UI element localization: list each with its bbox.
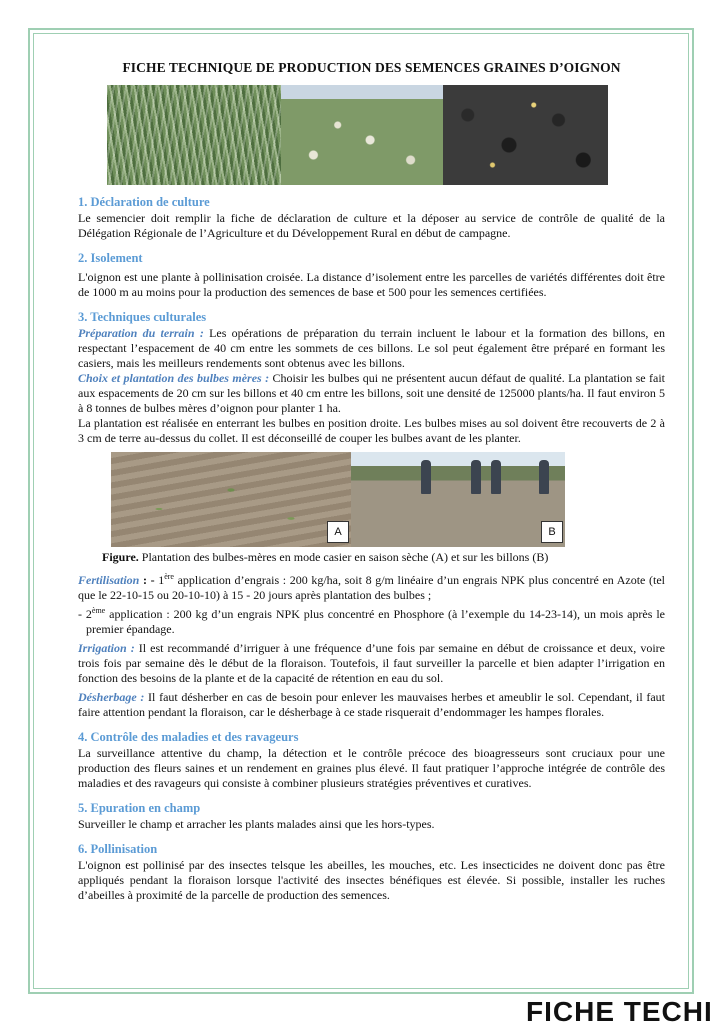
figure-b-person [421,460,431,494]
onion-field-photo [107,85,281,185]
fert-1-text: application d’engrais : 200 kg/ha, soit 8 g/m linéaire d’un engrais NPK plus concentré en Azote (tel que le 22-10-15 ou 20-10-10) à 15 - 20 jours après plantation des bulbes ; [78,573,665,602]
document-body [78,60,665,903]
fertilisation-lead: Fertilisation [78,573,140,587]
irrigation-paragraph [78,641,665,686]
figure-a-label: A [327,521,349,543]
section-5-text: Surveiller le champ et arracher les plants malades ainsi que les hors-types. [78,817,435,831]
onion-flowers-photo [281,85,443,185]
document-title: FICHE TECHNIQUE DE PRODUCTION DES SEMENCES GRAINES D’OIGNON [122,60,621,75]
section-1-heading: 1. Déclaration de culture [78,195,210,209]
caption-bold: Figure. [102,550,139,564]
section-4-heading: 4. Contrôle des maladies et des ravageurs [78,730,299,744]
figure-b-person [471,460,481,494]
preparation-lead: Préparation du terrain : [78,326,204,340]
fertilisation-paragraph [78,569,665,603]
figure-b-label: B [541,521,563,543]
fert-1-num: 1 [158,573,165,587]
fert-2-num: - 2 [78,607,92,621]
desherbage-text: Il faut désherber en cas de besoin pour enlever les mauvaises herbes et ameublir le sol. Cependant, il faut faire attention pendant la floraison, car le désherbage à ce stade risquerait d’endommager les hampes florales. [78,690,665,719]
fert-1-sup: ère [164,572,174,581]
fertilisation-colon: : - [139,573,159,587]
desherbage-lead: Désherbage : [78,690,145,704]
caption-text: Plantation des bulbes-mères en mode casier en saison sèche (A) et sur les billons (B) [138,550,549,564]
preparation-paragraph [78,326,665,371]
header-photo-strip [107,85,665,185]
section-3-heading: 3. Techniques culturales [78,310,207,324]
preparation-text: Les opérations de préparation du terrain incluent le labour et la formation des billons, en respectant l’espacement de 40 cm entre les sommets de ces billons. Le sol peut également être préparé en formant les casiers, mais les meilleurs rendements sont obtenus avec les billons. [78,326,665,370]
figure-b-person [539,460,549,494]
figure-b-photo [351,452,565,547]
onion-seeds-photo [443,85,608,185]
figure-a-photo [111,452,351,547]
irrigation-text: Il est recommandé d’irriguer à une fréquence d’une fois par semaine en début de croissance et deux, voire trois fois par semaine dès le début de la floraison. Toutefois, il faut surveiller la parcelle et bien adapter l’irrigation en fonction des besoins de la plante et de la capacité de rétention en eau du sol. [78,641,665,685]
next-page-title-fragment: FICHE TECHI [526,996,713,1027]
section-4-text: La surveillance attentive du champ, la détection et le contrôle précoce des bioagresseurs sont cruciaux pour une production des fleurs saines et un rendement en graines plus élevé. Il faut pratiquer l’approche intégrée de contrôle des maladies et des ravageurs qui consiste à combiner plusieurs stratégies préventives et curatives. [78,746,665,790]
figure-caption [102,550,665,565]
figure-b-person [491,460,501,494]
fertilisation-second [78,603,665,637]
section-6-text: L'oignon est pollinisé par des insectes telsque les abeilles, les mouches, etc. Les insecticides ne doivent donc pas être appliqués pendant la floraison lorsque l'activité des insectes bénéfiques est élevée. Si possible, installer les ruches d’abeilles à proximité de la parcelle de production des semences. [78,858,665,902]
section-5-heading: 5. Epuration en champ [78,801,201,815]
section-1-text: Le semencier doit remplir la fiche de déclaration de culture et la déposer au service de contrôle de qualité de la Délégation Régionale de l’Agriculture et du Développement Rural en début de campagne. [78,211,665,240]
fert-2-text: application : 200 kg d’un engrais NPK plus concentré en Phosphore (à l’exemple du 14-23-14), un mois après le premier épandage. [86,607,665,636]
irrigation-lead: Irrigation : [78,641,135,655]
fert-2-sup: ème [91,606,106,615]
plantation-figure [111,452,665,547]
choix-paragraph [78,371,665,416]
choix-lead: Choix et plantation des bulbes mères : [78,371,270,385]
plantation-paragraph: La plantation est réalisée en enterrant les bulbes en position droite. Les bulbes mises au sol doivent être recouverts de 2 à 3 cm de terre au-dessus du collet. Il est déconseillé de couper les bulbes avant de les planter. [78,416,665,445]
section-6-heading: 6. Pollinisation [78,842,158,856]
section-2-text: L'oignon est une plante à pollinisation croisée. La distance d’isolement entre les parcelles de variétés différentes doit être de 1000 m au moins pour la production des semences de base et 500 pour les semences certifiées. [78,270,665,299]
choix-text: Choisir les bulbes qui ne présentent aucun défaut de qualité. La plantation se fait aux espacements de 20 cm sur les billons et 40 cm entre les billons, soit une densité de 125000 plants/ha. Il faut environ 5 à 8 tonnes de bulbes mères d’oignon pour planter 1 ha. [78,371,665,415]
section-2-heading: 2. Isolement [78,251,143,265]
desherbage-paragraph [78,690,665,720]
